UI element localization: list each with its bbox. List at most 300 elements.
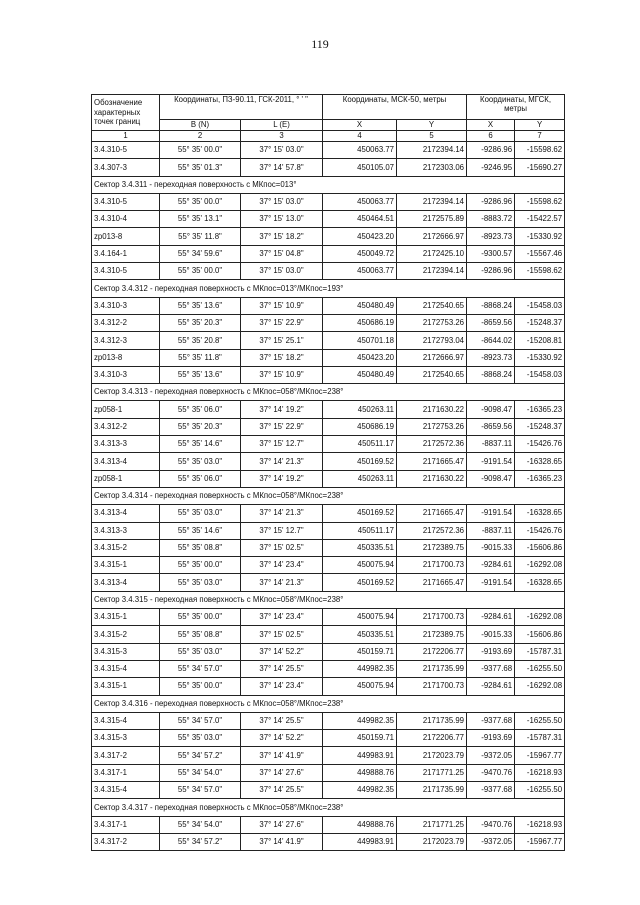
msk-y-cell: 2171735.99 [397, 781, 467, 798]
point-id-cell: 3.4.313-3 [92, 522, 160, 539]
latitude-cell: 55° 35' 00.0" [160, 142, 241, 159]
longitude-cell: 37° 15' 18.2" [241, 228, 323, 245]
msk-y-cell: 2171700.73 [397, 678, 467, 695]
msk-x-cell: 450464.51 [323, 211, 397, 228]
msk-y-cell: 2172206.77 [397, 643, 467, 660]
point-id-cell: 3.4.315-2 [92, 626, 160, 643]
point-id-cell: 3.4.317-1 [92, 764, 160, 781]
column-number: 3 [241, 131, 323, 142]
msk-y-cell: 2171665.47 [397, 453, 467, 470]
msk-y-cell: 2172540.65 [397, 366, 467, 383]
msk-y-cell: 2171665.47 [397, 505, 467, 522]
latitude-cell: 55° 35' 06.0" [160, 470, 241, 487]
mgsk-y-cell: -16292.08 [515, 557, 565, 574]
mgsk-y-cell: -16365.23 [515, 401, 565, 418]
point-id-cell: 3.4.315-3 [92, 730, 160, 747]
table-row [92, 747, 565, 764]
msk-y-cell: 2172023.79 [397, 833, 467, 850]
mgsk-x-cell: -9286.96 [467, 193, 515, 210]
col-x-mgsk-header: X [467, 120, 515, 131]
msk-y-cell: 2172575.89 [397, 211, 467, 228]
table-row [92, 539, 565, 556]
longitude-cell: 37° 15' 13.0" [241, 211, 323, 228]
longitude-cell: 37° 14' 25.5" [241, 660, 323, 677]
mgsk-y-cell: -15787.31 [515, 730, 565, 747]
msk-x-cell: 450169.52 [323, 453, 397, 470]
msk-x-cell: 450423.20 [323, 349, 397, 366]
msk-x-cell: 450075.94 [323, 678, 397, 695]
msk-x-cell: 450511.17 [323, 436, 397, 453]
longitude-cell: 37° 14' 23.4" [241, 678, 323, 695]
mgsk-y-cell: -15426.76 [515, 522, 565, 539]
table-row [92, 712, 565, 729]
mgsk-x-cell: -9191.54 [467, 453, 515, 470]
point-id-cell: 3.4.315-3 [92, 643, 160, 660]
msk-x-cell: 450263.11 [323, 470, 397, 487]
mgsk-y-cell: -16365.23 [515, 470, 565, 487]
longitude-cell: 37° 15' 03.0" [241, 142, 323, 159]
latitude-cell: 55° 35' 06.0" [160, 401, 241, 418]
msk-x-cell: 450335.51 [323, 626, 397, 643]
mgsk-y-cell: -15606.86 [515, 539, 565, 556]
latitude-cell: 55° 34' 57.2" [160, 747, 241, 764]
sector-title: Сектор 3.4.314 - переходная поверхность с МКпос=058°/МКпос=238° [92, 487, 565, 504]
mgsk-x-cell: -9284.61 [467, 557, 515, 574]
mgsk-x-cell: -9191.54 [467, 574, 515, 591]
msk-y-cell: 2172303.06 [397, 159, 467, 176]
latitude-cell: 55° 35' 14.6" [160, 522, 241, 539]
table-row [92, 660, 565, 677]
sector-header-row [92, 280, 565, 297]
longitude-cell: 37° 15' 10.9" [241, 366, 323, 383]
longitude-cell: 37° 15' 12.7" [241, 436, 323, 453]
column-number: 4 [323, 131, 397, 142]
mgsk-y-cell: -16292.08 [515, 609, 565, 626]
latitude-cell: 55° 34' 57.2" [160, 833, 241, 850]
longitude-cell: 37° 15' 03.0" [241, 193, 323, 210]
table-row [92, 211, 565, 228]
sector-header-row [92, 695, 565, 712]
mgsk-y-cell: -16328.65 [515, 453, 565, 470]
point-id-cell: zp058-1 [92, 401, 160, 418]
msk-y-cell: 2172666.97 [397, 349, 467, 366]
mgsk-x-cell: -9286.96 [467, 142, 515, 159]
mgsk-x-cell: -9372.05 [467, 747, 515, 764]
msk-y-cell: 2171630.22 [397, 401, 467, 418]
table-row [92, 470, 565, 487]
mgsk-x-cell: -8659.56 [467, 418, 515, 435]
longitude-cell: 37° 14' 19.2" [241, 470, 323, 487]
mgsk-x-cell: -9284.61 [467, 678, 515, 695]
coordinates-table [91, 94, 565, 851]
table-row [92, 349, 565, 366]
table-row [92, 159, 565, 176]
table-row [92, 764, 565, 781]
mgsk-y-cell: -16255.50 [515, 712, 565, 729]
designation-header: Обозначение характерных точек границ [92, 95, 160, 131]
msk-x-cell: 450063.77 [323, 193, 397, 210]
point-id-cell: 3.4.313-4 [92, 453, 160, 470]
mgsk-y-cell: -15426.76 [515, 436, 565, 453]
sector-header-row [92, 384, 565, 401]
mgsk-x-cell: -9377.68 [467, 660, 515, 677]
point-id-cell: 3.4.307-3 [92, 159, 160, 176]
latitude-cell: 55° 35' 03.0" [160, 643, 241, 660]
mgsk-x-cell: -8883.72 [467, 211, 515, 228]
latitude-cell: 55° 35' 20.3" [160, 314, 241, 331]
latitude-cell: 55° 35' 11.8" [160, 228, 241, 245]
point-id-cell: 3.4.310-3 [92, 297, 160, 314]
col-b-header: B (N) [160, 120, 241, 131]
longitude-cell: 37° 14' 21.3" [241, 453, 323, 470]
point-id-cell: 3.4.315-2 [92, 539, 160, 556]
point-id-cell: 3.4.310-5 [92, 263, 160, 280]
point-id-cell: 3.4.312-2 [92, 314, 160, 331]
point-id-cell: 3.4.315-1 [92, 557, 160, 574]
longitude-cell: 37° 14' 41.9" [241, 833, 323, 850]
col-l-header: L (E) [241, 120, 323, 131]
latitude-cell: 55° 35' 01.3" [160, 159, 241, 176]
mgsk-y-cell: -15606.86 [515, 626, 565, 643]
point-id-cell: 3.4.310-3 [92, 366, 160, 383]
msk-x-cell: 449983.91 [323, 833, 397, 850]
sector-title: Сектор 3.4.313 - переходная поверхность с МКпос=058°/МКпос=238° [92, 384, 565, 401]
latitude-cell: 55° 34' 57.0" [160, 712, 241, 729]
sector-header-row [92, 176, 565, 193]
mgsk-y-cell: -15330.92 [515, 349, 565, 366]
mgsk-y-cell: -15458.03 [515, 366, 565, 383]
latitude-cell: 55° 35' 03.0" [160, 505, 241, 522]
msk-x-cell: 449983.91 [323, 747, 397, 764]
table-row [92, 453, 565, 470]
mgsk-y-cell: -16218.93 [515, 816, 565, 833]
point-id-cell: 3.4.315-4 [92, 781, 160, 798]
mgsk-x-cell: -9372.05 [467, 833, 515, 850]
point-id-cell: 3.4.313-3 [92, 436, 160, 453]
msk-x-cell: 450075.94 [323, 557, 397, 574]
mgsk-x-cell: -9470.76 [467, 816, 515, 833]
mgsk-x-cell: -9098.47 [467, 401, 515, 418]
msk-x-cell: 450075.94 [323, 609, 397, 626]
msk-x-cell: 450159.71 [323, 643, 397, 660]
point-id-cell: 3.4.317-2 [92, 747, 160, 764]
point-id-cell: 3.4.315-4 [92, 712, 160, 729]
longitude-cell: 37° 14' 19.2" [241, 401, 323, 418]
latitude-cell: 55° 34' 57.0" [160, 781, 241, 798]
table-row [92, 263, 565, 280]
latitude-cell: 55° 35' 00.0" [160, 678, 241, 695]
latitude-cell: 55° 35' 00.0" [160, 193, 241, 210]
mgsk-y-cell: -15248.37 [515, 314, 565, 331]
table-row [92, 678, 565, 695]
longitude-cell: 37° 15' 04.8" [241, 245, 323, 262]
point-id-cell: 3.4.313-4 [92, 505, 160, 522]
mgsk-y-cell: -15330.92 [515, 228, 565, 245]
sector-title: Сектор 3.4.311 - переходная поверхность с МКпос=013° [92, 176, 565, 193]
col-x-msk-header: X [323, 120, 397, 131]
msk-y-cell: 2171771.25 [397, 764, 467, 781]
sector-header-row [92, 799, 565, 816]
point-id-cell: 3.4.310-5 [92, 142, 160, 159]
table-row [92, 730, 565, 747]
msk-x-cell: 450169.52 [323, 574, 397, 591]
mgsk-y-cell: -15208.81 [515, 332, 565, 349]
msk-y-cell: 2172425.10 [397, 245, 467, 262]
mgsk-x-cell: -9300.57 [467, 245, 515, 262]
msk-x-cell: 449982.35 [323, 781, 397, 798]
point-id-cell: 3.4.312-3 [92, 332, 160, 349]
msk-x-cell: 450335.51 [323, 539, 397, 556]
msk-x-cell: 449888.76 [323, 764, 397, 781]
msk-x-cell: 450063.77 [323, 263, 397, 280]
mgsk-y-cell: -15967.77 [515, 747, 565, 764]
table-row [92, 418, 565, 435]
msk-x-cell: 450686.19 [323, 314, 397, 331]
msk-y-cell: 2172394.14 [397, 263, 467, 280]
latitude-cell: 55° 35' 00.0" [160, 609, 241, 626]
mgsk-y-cell: -15598.62 [515, 142, 565, 159]
msk-x-cell: 450169.52 [323, 505, 397, 522]
msk-y-cell: 2171771.25 [397, 816, 467, 833]
sector-header-row [92, 591, 565, 608]
longitude-cell: 37° 15' 10.9" [241, 297, 323, 314]
longitude-cell: 37° 14' 41.9" [241, 747, 323, 764]
longitude-cell: 37° 14' 52.2" [241, 643, 323, 660]
table-row [92, 193, 565, 210]
latitude-cell: 55° 35' 14.6" [160, 436, 241, 453]
mgsk-y-cell: -16255.50 [515, 660, 565, 677]
msk-y-cell: 2172753.26 [397, 418, 467, 435]
latitude-cell: 55° 35' 13.6" [160, 297, 241, 314]
longitude-cell: 37° 15' 02.5" [241, 626, 323, 643]
mgsk-y-cell: -16328.65 [515, 574, 565, 591]
table-row [92, 833, 565, 850]
column-number: 5 [397, 131, 467, 142]
mgsk-x-cell: -9015.33 [467, 626, 515, 643]
col-y-msk-header: Y [397, 120, 467, 131]
mgsk-coordinates-header: Координаты, МГСК, метры [467, 95, 565, 120]
msk-x-cell: 450511.17 [323, 522, 397, 539]
table-row [92, 643, 565, 660]
latitude-cell: 55° 34' 54.0" [160, 764, 241, 781]
msk-y-cell: 2172394.14 [397, 193, 467, 210]
msk-x-cell: 450423.20 [323, 228, 397, 245]
sector-title: Сектор 3.4.312 - переходная поверхность с МКпос=013°/МКпос=193° [92, 280, 565, 297]
mgsk-x-cell: -9191.54 [467, 505, 515, 522]
point-id-cell: 3.4.317-1 [92, 816, 160, 833]
longitude-cell: 37° 14' 25.5" [241, 781, 323, 798]
latitude-cell: 55° 35' 08.8" [160, 539, 241, 556]
mgsk-x-cell: -8923.73 [467, 228, 515, 245]
column-number: 1 [92, 131, 160, 142]
longitude-cell: 37° 15' 25.1" [241, 332, 323, 349]
table-row [92, 332, 565, 349]
msk-y-cell: 2172753.26 [397, 314, 467, 331]
longitude-cell: 37° 14' 27.6" [241, 816, 323, 833]
table-row [92, 781, 565, 798]
table-row [92, 436, 565, 453]
msk-y-cell: 2172389.75 [397, 539, 467, 556]
mgsk-x-cell: -9470.76 [467, 764, 515, 781]
longitude-cell: 37° 15' 18.2" [241, 349, 323, 366]
point-id-cell: 3.4.315-4 [92, 660, 160, 677]
msk-y-cell: 2172793.04 [397, 332, 467, 349]
latitude-cell: 55° 35' 03.0" [160, 730, 241, 747]
table-row [92, 142, 565, 159]
msk-x-cell: 450063.77 [323, 142, 397, 159]
mgsk-y-cell: -15458.03 [515, 297, 565, 314]
msk-x-cell: 450686.19 [323, 418, 397, 435]
msk-x-cell: 450105.07 [323, 159, 397, 176]
point-id-cell: 3.4.313-4 [92, 574, 160, 591]
mgsk-y-cell: -15787.31 [515, 643, 565, 660]
point-id-cell: zp013-8 [92, 228, 160, 245]
point-id-cell: zp058-1 [92, 470, 160, 487]
longitude-cell: 37° 14' 52.2" [241, 730, 323, 747]
table-row [92, 557, 565, 574]
latitude-cell: 55° 35' 03.0" [160, 574, 241, 591]
col-y-mgsk-header: Y [515, 120, 565, 131]
msk-x-cell: 450480.49 [323, 366, 397, 383]
table-row [92, 297, 565, 314]
msk-y-cell: 2171735.99 [397, 660, 467, 677]
sector-title: Сектор 3.4.315 - переходная поверхность с МКпос=058°/МКпос=238° [92, 591, 565, 608]
point-id-cell: 3.4.315-1 [92, 678, 160, 695]
mgsk-x-cell: -9377.68 [467, 712, 515, 729]
latitude-cell: 55° 35' 20.3" [160, 418, 241, 435]
msk-y-cell: 2172389.75 [397, 626, 467, 643]
mgsk-y-cell: -15690.27 [515, 159, 565, 176]
msk-y-cell: 2171700.73 [397, 609, 467, 626]
msk-y-cell: 2172666.97 [397, 228, 467, 245]
sector-title: Сектор 3.4.316 - переходная поверхность с МКпос=058°/МКпос=238° [92, 695, 565, 712]
mgsk-x-cell: -8659.56 [467, 314, 515, 331]
mgsk-x-cell: -8923.73 [467, 349, 515, 366]
page-number: 119 [311, 37, 329, 51]
mgsk-x-cell: -8837.11 [467, 436, 515, 453]
msk-y-cell: 2172572.36 [397, 436, 467, 453]
longitude-cell: 37° 14' 27.6" [241, 764, 323, 781]
mgsk-y-cell: -16328.65 [515, 505, 565, 522]
mgsk-x-cell: -9286.96 [467, 263, 515, 280]
latitude-cell: 55° 35' 00.0" [160, 557, 241, 574]
msk-x-cell: 450159.71 [323, 730, 397, 747]
msk-x-cell: 450263.11 [323, 401, 397, 418]
mgsk-x-cell: -8644.02 [467, 332, 515, 349]
longitude-cell: 37° 15' 12.7" [241, 522, 323, 539]
msk-y-cell: 2172206.77 [397, 730, 467, 747]
longitude-cell: 37° 14' 21.3" [241, 505, 323, 522]
latitude-cell: 55° 34' 59.6" [160, 245, 241, 262]
table-row [92, 314, 565, 331]
table-row [92, 366, 565, 383]
latitude-cell: 55° 35' 00.0" [160, 263, 241, 280]
table-row [92, 401, 565, 418]
mgsk-x-cell: -9284.61 [467, 609, 515, 626]
msk-y-cell: 2172394.14 [397, 142, 467, 159]
point-id-cell: 3.4.310-4 [92, 211, 160, 228]
longitude-cell: 37° 15' 03.0" [241, 263, 323, 280]
longitude-cell: 37° 15' 02.5" [241, 539, 323, 556]
msk-y-cell: 2171700.73 [397, 557, 467, 574]
mgsk-y-cell: -15248.37 [515, 418, 565, 435]
msk-y-cell: 2172540.65 [397, 297, 467, 314]
mgsk-x-cell: -9015.33 [467, 539, 515, 556]
mgsk-y-cell: -16255.50 [515, 781, 565, 798]
point-id-cell: 3.4.312-2 [92, 418, 160, 435]
column-number: 6 [467, 131, 515, 142]
sector-title: Сектор 3.4.317 - переходная поверхность с МКпос=058°/МКпос=238° [92, 799, 565, 816]
longitude-cell: 37° 14' 25.5" [241, 712, 323, 729]
latitude-cell: 55° 35' 11.8" [160, 349, 241, 366]
table-body [92, 142, 565, 851]
msk-y-cell: 2172023.79 [397, 747, 467, 764]
point-id-cell: 3.4.315-1 [92, 609, 160, 626]
longitude-cell: 37° 14' 57.8" [241, 159, 323, 176]
mgsk-x-cell: -8868.24 [467, 366, 515, 383]
msk-y-cell: 2171630.22 [397, 470, 467, 487]
longitude-cell: 37° 14' 23.4" [241, 609, 323, 626]
table-row [92, 228, 565, 245]
mgsk-x-cell: -8837.11 [467, 522, 515, 539]
mgsk-y-cell: -15967.77 [515, 833, 565, 850]
msk-y-cell: 2172572.36 [397, 522, 467, 539]
msk-x-cell: 450701.18 [323, 332, 397, 349]
column-number: 7 [515, 131, 565, 142]
longitude-cell: 37° 14' 21.3" [241, 574, 323, 591]
mgsk-y-cell: -16218.93 [515, 764, 565, 781]
msk-x-cell: 450049.72 [323, 245, 397, 262]
point-id-cell: 3.4.317-2 [92, 833, 160, 850]
latitude-cell: 55° 35' 03.0" [160, 453, 241, 470]
mgsk-y-cell: -15422.57 [515, 211, 565, 228]
point-id-cell: 3.4.164-1 [92, 245, 160, 262]
msk-x-cell: 449982.35 [323, 660, 397, 677]
point-id-cell: zp013-8 [92, 349, 160, 366]
msk-x-cell: 449982.35 [323, 712, 397, 729]
msk-x-cell: 450480.49 [323, 297, 397, 314]
column-number: 2 [160, 131, 241, 142]
table-row [92, 522, 565, 539]
latitude-cell: 55° 35' 13.6" [160, 366, 241, 383]
mgsk-x-cell: -9098.47 [467, 470, 515, 487]
mgsk-x-cell: -9246.95 [467, 159, 515, 176]
msk-x-cell: 449888.76 [323, 816, 397, 833]
msk-y-cell: 2171735.99 [397, 712, 467, 729]
mgsk-x-cell: -8868.24 [467, 297, 515, 314]
latitude-cell: 55° 35' 08.8" [160, 626, 241, 643]
mgsk-y-cell: -15598.62 [515, 263, 565, 280]
msk-y-cell: 2171665.47 [397, 574, 467, 591]
table-row [92, 609, 565, 626]
mgsk-y-cell: -15598.62 [515, 193, 565, 210]
mgsk-x-cell: -9193.69 [467, 730, 515, 747]
latitude-cell: 55° 34' 54.0" [160, 816, 241, 833]
latitude-cell: 55° 35' 20.8" [160, 332, 241, 349]
mgsk-y-cell: -16292.08 [515, 678, 565, 695]
pz90-coordinates-header: Координаты, ПЗ-90.11, ГСК-2011, ° ' " [160, 95, 323, 120]
table-row [92, 245, 565, 262]
sector-header-row [92, 487, 565, 504]
table-row [92, 816, 565, 833]
latitude-cell: 55° 34' 57.0" [160, 660, 241, 677]
mgsk-x-cell: -9377.68 [467, 781, 515, 798]
mgsk-x-cell: -9193.69 [467, 643, 515, 660]
table-row [92, 626, 565, 643]
longitude-cell: 37° 15' 22.9" [241, 418, 323, 435]
mgsk-y-cell: -15567.46 [515, 245, 565, 262]
table-row [92, 505, 565, 522]
